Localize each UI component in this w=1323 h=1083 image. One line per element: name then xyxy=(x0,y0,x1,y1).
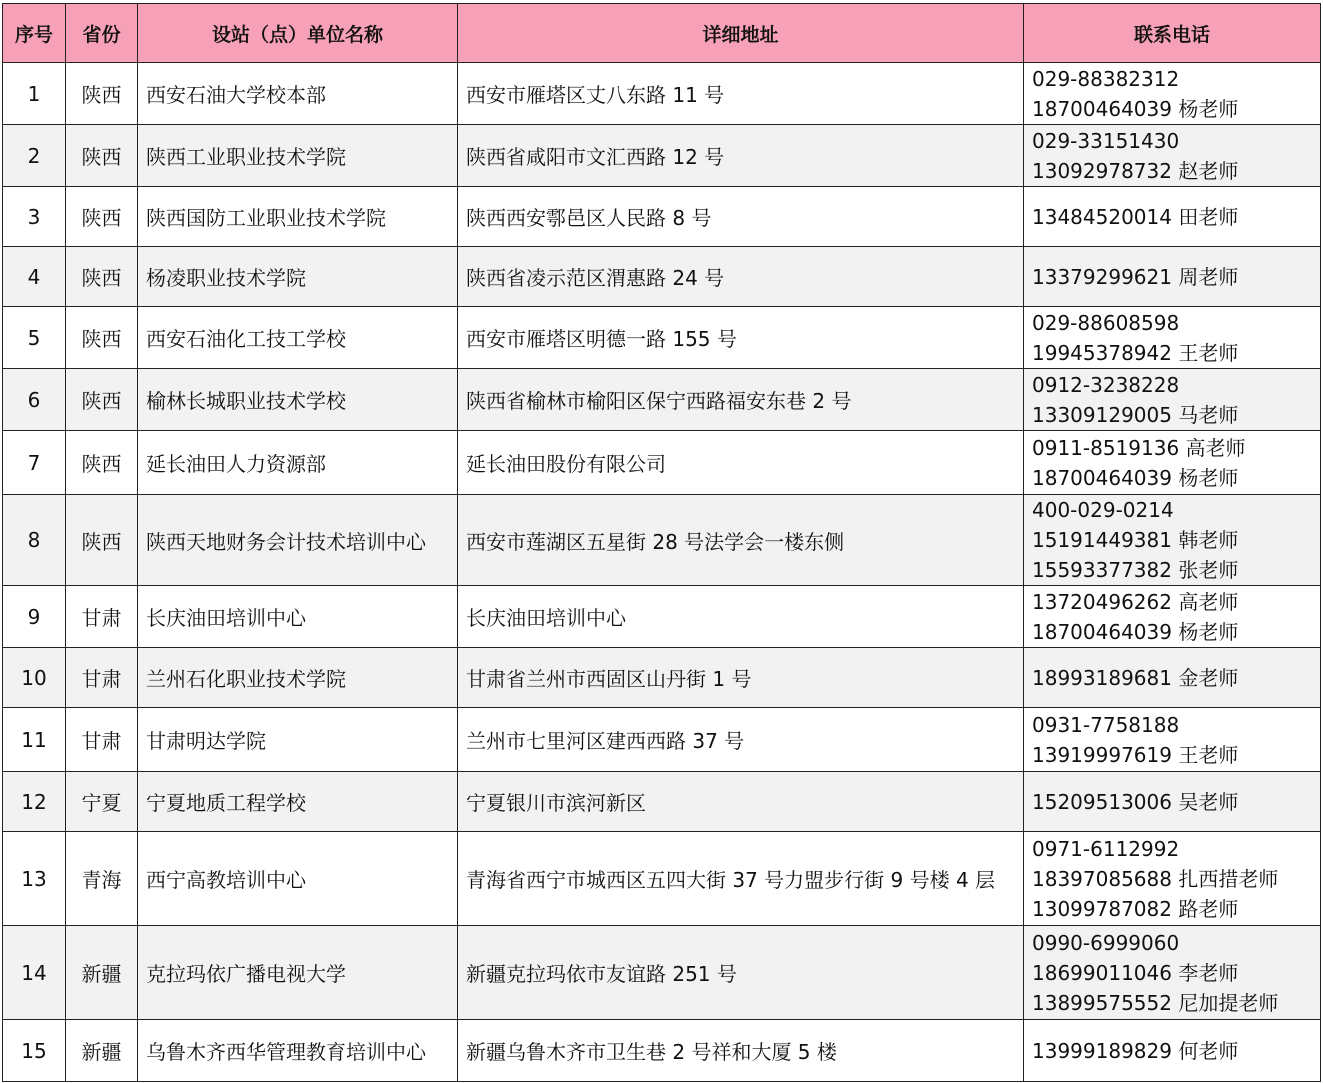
phone-line: 13919997619 王老师 xyxy=(1032,742,1239,767)
address-cell: 陕西省咸阳市文汇西路 12 号 xyxy=(458,125,1024,187)
unit-name-cell: 甘肃明达学院 xyxy=(138,708,458,772)
phone-cell xyxy=(1024,926,1321,1020)
unit-name-cell: 陕西国防工业职业技术学院 xyxy=(138,187,458,247)
table-row xyxy=(3,369,1321,431)
phone-cell xyxy=(1024,307,1321,369)
table-row xyxy=(3,247,1321,307)
header-cell: 省份 xyxy=(66,4,138,63)
phone-line: 19945378942 王老师 xyxy=(1032,340,1239,365)
province-cell: 青海 xyxy=(66,832,138,926)
unit-name-cell: 榆林长城职业技术学校 xyxy=(138,369,458,431)
row-number: 14 xyxy=(3,926,66,1020)
phone-cell xyxy=(1024,772,1321,832)
province-cell: 陕西 xyxy=(66,125,138,187)
province-cell: 陕西 xyxy=(66,187,138,247)
phone-line: 0990-6999060 xyxy=(1032,930,1180,955)
phone-line: 400-029-0214 xyxy=(1032,498,1174,522)
province-cell: 陕西 xyxy=(66,495,138,586)
address-cell: 新疆乌鲁木齐市卫生巷 2 号祥和大厦 5 楼 xyxy=(458,1020,1024,1082)
address-cell: 宁夏银川市滨河新区 xyxy=(458,772,1024,832)
province-cell: 陕西 xyxy=(66,307,138,369)
phone-cell xyxy=(1024,1020,1321,1082)
unit-name-cell: 宁夏地质工程学校 xyxy=(138,772,458,832)
row-number: 6 xyxy=(3,369,66,431)
phone-line: 13309129005 马老师 xyxy=(1032,402,1239,427)
province-cell: 甘肃 xyxy=(66,648,138,708)
province-cell: 陕西 xyxy=(66,369,138,431)
row-number: 3 xyxy=(3,187,66,247)
phone-line: 15593377382 张老师 xyxy=(1032,558,1239,582)
phone-cell xyxy=(1024,648,1321,708)
unit-name-cell: 长庆油田培训中心 xyxy=(138,586,458,648)
row-number: 7 xyxy=(3,431,66,495)
address-cell: 陕西省榆林市榆阳区保宁西路福安东巷 2 号 xyxy=(458,369,1024,431)
phone-line: 15191449381 韩老师 xyxy=(1032,528,1239,552)
row-number: 10 xyxy=(3,648,66,708)
station-table xyxy=(2,3,1321,1082)
header-cell: 联系电话 xyxy=(1024,4,1321,63)
phone-cell xyxy=(1024,832,1321,926)
row-number: 9 xyxy=(3,586,66,648)
address-cell: 延长油田股份有限公司 xyxy=(458,431,1024,495)
unit-name-cell: 杨凌职业技术学院 xyxy=(138,247,458,307)
header-cell: 序号 xyxy=(3,4,66,63)
row-number: 8 xyxy=(3,495,66,586)
unit-name-cell: 陕西天地财务会计技术培训中心 xyxy=(138,495,458,586)
unit-name-cell: 兰州石化职业技术学院 xyxy=(138,648,458,708)
province-cell: 新疆 xyxy=(66,1020,138,1082)
unit-name-cell: 延长油田人力资源部 xyxy=(138,431,458,495)
header-row xyxy=(3,4,1321,63)
header-cell: 设站（点）单位名称 xyxy=(138,4,458,63)
phone-line: 13999189829 何老师 xyxy=(1032,1038,1239,1063)
table-row xyxy=(3,495,1321,586)
phone-line: 18397085688 扎西措老师 xyxy=(1032,866,1279,891)
address-cell: 新疆克拉玛依市友谊路 251 号 xyxy=(458,926,1024,1020)
phone-line: 029-88382312 xyxy=(1032,66,1180,91)
table-row xyxy=(3,125,1321,187)
phone-line: 13720496262 高老师 xyxy=(1032,589,1239,614)
unit-name-cell: 克拉玛依广播电视大学 xyxy=(138,926,458,1020)
row-number: 1 xyxy=(3,63,66,125)
phone-cell xyxy=(1024,431,1321,495)
table-row xyxy=(3,648,1321,708)
phone-line: 15209513006 吴老师 xyxy=(1032,789,1239,814)
phone-cell xyxy=(1024,247,1321,307)
table-row xyxy=(3,586,1321,648)
address-cell: 甘肃省兰州市西固区山丹街 1 号 xyxy=(458,648,1024,708)
table-row xyxy=(3,431,1321,495)
table-row xyxy=(3,926,1321,1020)
phone-cell xyxy=(1024,187,1321,247)
province-cell: 陕西 xyxy=(66,63,138,125)
address-cell: 青海省西宁市城西区五四大街 37 号力盟步行街 9 号楼 4 层 xyxy=(458,832,1024,926)
table-row xyxy=(3,63,1321,125)
province-cell: 甘肃 xyxy=(66,586,138,648)
phone-line: 18700464039 杨老师 xyxy=(1032,465,1239,490)
phone-line: 18700464039 杨老师 xyxy=(1032,619,1239,644)
phone-line: 13899575552 尼加提老师 xyxy=(1032,990,1279,1015)
phone-line: 18993189681 金老师 xyxy=(1032,665,1239,690)
row-number: 11 xyxy=(3,708,66,772)
phone-line: 0911-8519136 高老师 xyxy=(1032,435,1246,460)
address-cell: 兰州市七里河区建西西路 37 号 xyxy=(458,708,1024,772)
phone-line: 18700464039 杨老师 xyxy=(1032,96,1239,121)
phone-cell xyxy=(1024,586,1321,648)
phone-line: 0971-6112992 xyxy=(1032,836,1180,861)
unit-name-cell: 西安石油大学校本部 xyxy=(138,63,458,125)
province-cell: 甘肃 xyxy=(66,708,138,772)
unit-name-cell: 乌鲁木齐西华管理教育培训中心 xyxy=(138,1020,458,1082)
phone-line: 0912-3238228 xyxy=(1032,372,1180,397)
province-cell: 陕西 xyxy=(66,247,138,307)
province-cell: 宁夏 xyxy=(66,772,138,832)
table-row xyxy=(3,772,1321,832)
table-row xyxy=(3,187,1321,247)
row-number: 2 xyxy=(3,125,66,187)
address-cell: 西安市雁塔区明德一路 155 号 xyxy=(458,307,1024,369)
row-number: 15 xyxy=(3,1020,66,1082)
address-cell: 陕西西安鄠邑区人民路 8 号 xyxy=(458,187,1024,247)
phone-cell xyxy=(1024,495,1321,586)
address-cell: 西安市莲湖区五星街 28 号法学会一楼东侧 xyxy=(458,495,1024,586)
phone-line: 13379299621 周老师 xyxy=(1032,264,1239,289)
phone-line: 029-33151430 xyxy=(1032,128,1180,153)
phone-cell xyxy=(1024,369,1321,431)
row-number: 13 xyxy=(3,832,66,926)
phone-cell xyxy=(1024,708,1321,772)
province-cell: 新疆 xyxy=(66,926,138,1020)
province-cell: 陕西 xyxy=(66,431,138,495)
unit-name-cell: 西宁高教培训中心 xyxy=(138,832,458,926)
address-cell: 陕西省凌示范区渭惠路 24 号 xyxy=(458,247,1024,307)
phone-line: 0931-7758188 xyxy=(1032,712,1180,737)
table-row xyxy=(3,1020,1321,1082)
row-number: 4 xyxy=(3,247,66,307)
unit-name-cell: 西安石油化工技工学校 xyxy=(138,307,458,369)
row-number: 5 xyxy=(3,307,66,369)
phone-line: 13099787082 路老师 xyxy=(1032,896,1239,921)
phone-line: 13092978732 赵老师 xyxy=(1032,158,1239,183)
row-number: 12 xyxy=(3,772,66,832)
unit-name-cell: 陕西工业职业技术学院 xyxy=(138,125,458,187)
address-cell: 西安市雁塔区丈八东路 11 号 xyxy=(458,63,1024,125)
phone-line: 029-88608598 xyxy=(1032,310,1180,335)
phone-line: 18699011046 李老师 xyxy=(1032,960,1239,985)
phone-cell xyxy=(1024,63,1321,125)
table-row xyxy=(3,832,1321,926)
table-row xyxy=(3,708,1321,772)
phone-cell xyxy=(1024,125,1321,187)
table-row xyxy=(3,307,1321,369)
header-cell: 详细地址 xyxy=(458,4,1024,63)
phone-line: 13484520014 田老师 xyxy=(1032,204,1239,229)
address-cell: 长庆油田培训中心 xyxy=(458,586,1024,648)
